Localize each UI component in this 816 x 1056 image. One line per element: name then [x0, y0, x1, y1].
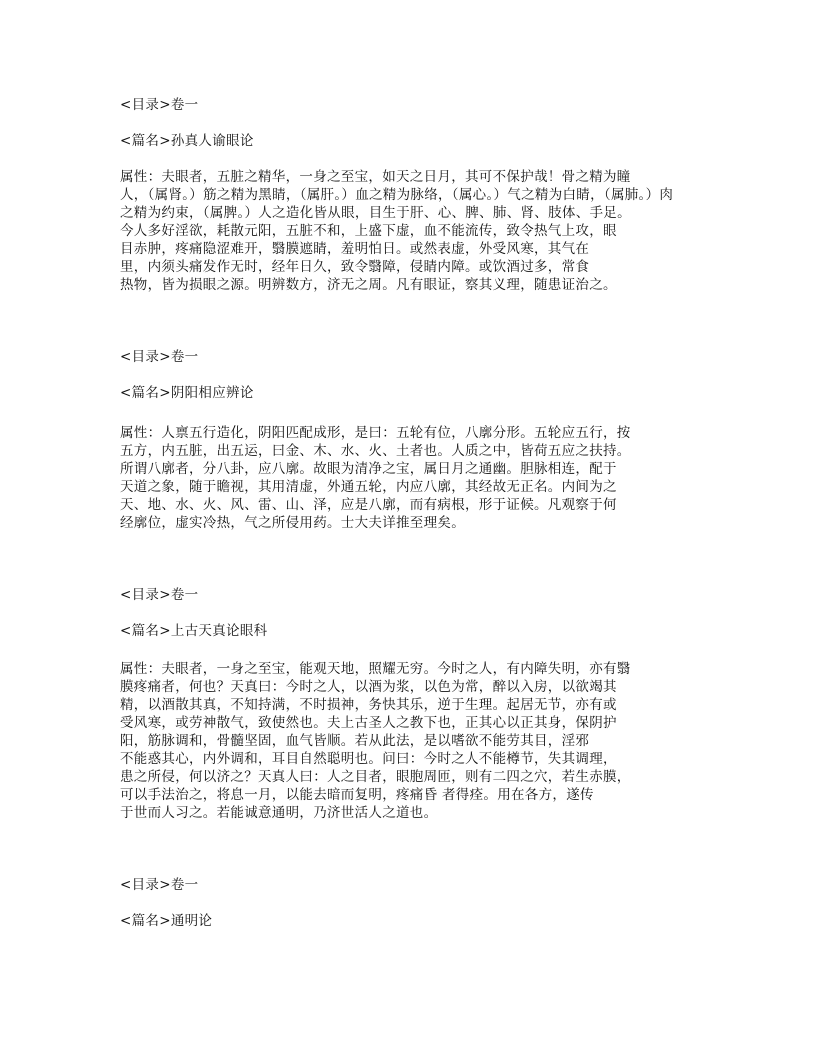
catalog-heading: <目录>卷一 [120, 97, 199, 113]
body-line: 受风寒，或劳神散气，致使然也。夫上古圣人之教下也，正其心以正其身，保阴护 [120, 715, 617, 731]
body-line: 可以手法治之，将息一月，以能去暗而复明，疼痛昏 者得痊。用在各方，遂传 [120, 787, 594, 803]
body-line: 膜疼痛者，何也？天真曰：今时之人，以酒为浆，以色为常，醉以入房，以欲竭其 [120, 679, 617, 695]
body-line: 里，内须头痛发作无时，经年日久，致令翳障，侵睛内障。或饮酒过多，常食 [120, 259, 590, 275]
body-line: 目赤肿，疼痛隐涩难开，翳膜遮睛，羞明怕日。或然表虚，外受风寒，其气在 [120, 241, 590, 257]
chapter-title: <篇名>上古天真论眼科 [120, 623, 268, 639]
body-line: 属性：人禀五行造化，阴阳匹配成形，是曰：五轮有位，八廓分形。五轮应五行，按 [120, 425, 631, 441]
chapter-title: <篇名>孙真人谕眼论 [120, 133, 254, 149]
body-line: 之精为约束，（属脾。）人之造化皆从眼，目生于肝、心、脾、肺、肾、肢体、手足。 [120, 205, 631, 221]
body-line: 热物，皆为损眼之源。明辨数方，济无之周。凡有眼证，察其义理，随患证治之。 [120, 277, 617, 293]
body-line: 天道之象，随于瞻视，其用清虚，外通五轮，内应八廓，其经故无正名。内间为之 [120, 479, 617, 495]
body-line: 不能惑其心，内外调和，耳目自然聪明也。问曰：今时之人不能樽节，失其调理， [120, 751, 617, 767]
catalog-heading: <目录>卷一 [120, 877, 199, 893]
body-line: 经廓位，虚实冷热，气之所侵用药。士大夫详推至理矣。 [120, 515, 465, 531]
body-line: 患之所侵，何以济之？天真人曰：人之目者，眼胞周匝，则有二四之穴，若生赤膜， [120, 769, 631, 785]
body-line: 于世而人习之。若能诚意通明，乃济世活人之道也。 [120, 805, 438, 821]
catalog-heading: <目录>卷一 [120, 587, 199, 603]
body-line: 属性：夫眼者，一身之至宝，能观天地，照耀无穷。今时之人，有内障失明，亦有翳 [120, 661, 631, 677]
chapter-title: <篇名>阴阳相应辨论 [120, 385, 254, 401]
body-line: 阳，筋脉调和，骨髓坚固，血气皆顺。若从此法，是以嗜欲不能劳其目，淫邪 [120, 733, 590, 749]
body-line: 天、地、水、火、风、雷、山、泽，应是八廓，而有病根，形于证候。凡观察于何 [120, 497, 617, 513]
body-line: 所谓八廓者，分八卦，应八廓。故眼为清净之宝，属日月之通幽。胆脉相连，配于 [120, 461, 617, 477]
body-line: 人，（属肾。）筋之精为黑睛，（属肝。）血之精为脉络，（属心。）气之精为白睛，（属肺。）肉 [120, 187, 674, 203]
catalog-heading: <目录>卷一 [120, 349, 199, 365]
body-line: 今人多好淫欲，耗散元阳，五脏不和，上盛下虚，血不能流传，致令热气上攻，眼 [120, 223, 617, 239]
body-line: 属性：夫眼者，五脏之精华，一身之至宝，如天之日月，其可不保护哉！骨之精为瞳 [120, 169, 631, 185]
body-line: 精，以酒散其真，不知持满，不时损神，务快其乐，逆于生理。起居无节，亦有或 [120, 697, 617, 713]
chapter-title: <篇名>通明论 [120, 913, 213, 929]
body-line: 五方，内五脏，出五运，曰金、木、水、火、土者也。人质之中，皆荷五应之扶持。 [120, 443, 631, 459]
